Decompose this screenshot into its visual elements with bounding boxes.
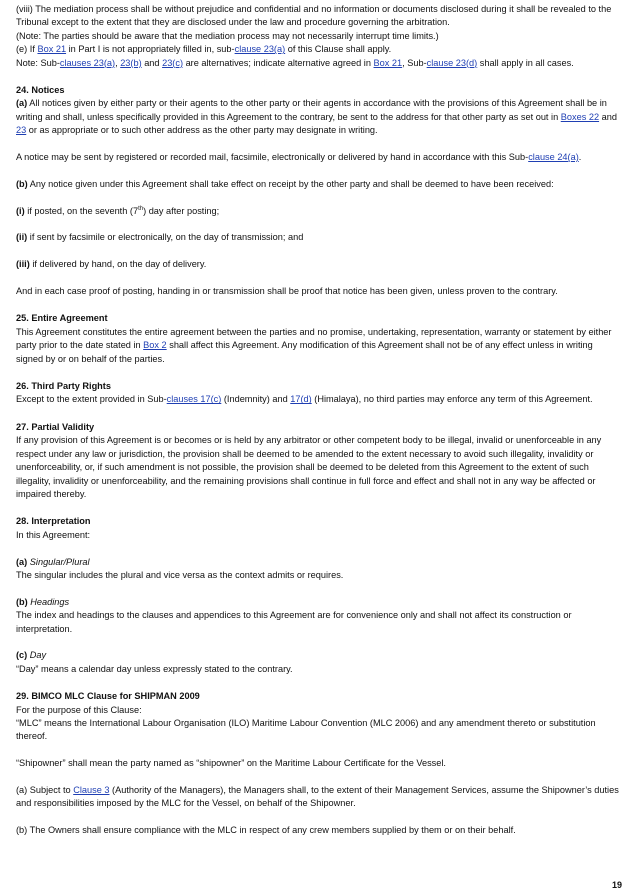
clause24-proof-paragraph: And in each case proof of posting, handing in or transmission shall be proof that notice has been given, unless proven to the contrary. [16, 286, 558, 297]
clause28-heading: 28. Interpretation [16, 516, 91, 527]
box21-link[interactable]: Box 21 [37, 44, 67, 55]
clause28-a-title [16, 556, 620, 569]
clause23-e-paragraph [16, 43, 620, 56]
clause23-viii-text: (viii) The mediation process shall be without prejudice and confidential and no information or documents disclosed during it shall be revealed to the Tribunal except to the extent that they are disclosed under the law and procedure governing the arbitration. [16, 4, 612, 28]
clause23-note-paragraph [16, 30, 620, 43]
item-label: (ii) [16, 232, 28, 243]
clause28-a-text: The singular includes the plural and vice versa as the context admits or requires. [16, 569, 344, 580]
clause29-b-paragraph: (b) The Owners shall ensure compliance with the MLC in respect of any crew members supplied by them or on their behalf. [16, 825, 516, 836]
text-run: A notice may be sent by registered or recorded mail, facsimile, electronically or delivered by hand in accordance with this Sub- [16, 152, 529, 163]
item-label: (a) [16, 556, 28, 567]
text-run: (e) If [16, 44, 38, 55]
clause-23a-link[interactable]: clause 23(a) [234, 44, 286, 55]
clause29-intro: For the purpose of this Clause: [16, 704, 142, 715]
text-run: if sent by facsimile or electronically, on the day of transmission; and [27, 232, 304, 243]
clause28-c-text: “Day” means a calendar day unless expressly stated to the contrary. [16, 663, 293, 674]
clause23-note-text: (Note: The parties should be aware that the mediation process may not necessarily interrupt time limits.) [16, 30, 439, 41]
clauses-23a-link[interactable]: clauses 23(a) [59, 57, 116, 68]
clause28-b-text: The index and headings to the clauses and appendices to this Agreement are for convenience only and shall not affect its construction or interpretation. [16, 610, 572, 634]
document-page [16, 3, 620, 838]
text-run: (a) Subject to [16, 784, 74, 795]
clause26-heading: 26. Third Party Rights [16, 381, 111, 392]
text-run: shall apply in all cases. [477, 57, 574, 68]
superscript: th [138, 205, 144, 212]
text-run: if posted, on the seventh (7 [24, 205, 139, 216]
clause24-heading: 24. Notices [16, 85, 65, 96]
text-run: and [141, 57, 163, 68]
text-run: in Part I is not appropriately filled in, sub- [66, 44, 235, 55]
box2-link[interactable]: Box 2 [143, 340, 167, 351]
clause25-paragraph [16, 326, 620, 366]
clause-23c-link[interactable]: 23(c) [162, 57, 184, 68]
clause-23b-link[interactable]: 23(b) [120, 57, 142, 68]
clause28-c-title [16, 649, 620, 662]
text-run: , Sub- [402, 57, 427, 68]
item-label: (c) [16, 650, 28, 661]
item-title: Headings [30, 596, 70, 607]
item-label: (i) [16, 205, 25, 216]
clause-23d-link[interactable]: clause 23(d) [426, 57, 478, 68]
text-run: Except to the extent provided in Sub- [16, 394, 167, 405]
text-run: are alternatives; indicate alternative agreed in [183, 57, 374, 68]
clause29-shipowner-definition: “Shipowner” shall mean the party named as “shipowner” on the Maritime Labour Certificate for the Vessel. [16, 758, 446, 769]
box21-link[interactable]: Box 21 [373, 57, 403, 68]
item-title: Singular/Plural [29, 556, 90, 567]
text-run: (Himalaya), no third parties may enforce any term of this Agreement. [311, 394, 593, 405]
clause23-viii-paragraph [16, 3, 620, 30]
item-label: (b) [16, 178, 28, 189]
clause29-heading: 29. BIMCO MLC Clause for SHIPMAN 2009 [16, 691, 200, 702]
clause24-ii-paragraph [16, 231, 620, 244]
clause-17d-link[interactable]: 17(d) [290, 394, 312, 405]
item-label: (b) [16, 596, 28, 607]
item-label: (iii) [16, 259, 30, 270]
text-run: of this Clause shall apply. [285, 44, 392, 55]
text-run: Note: Sub- [16, 57, 60, 68]
clause-24a-link[interactable]: clause 24(a) [528, 152, 579, 163]
clause28-intro: In this Agreement: [16, 529, 91, 540]
clause26-paragraph [16, 393, 620, 406]
clause23-note2-paragraph [16, 57, 620, 70]
clause29-a-paragraph [16, 784, 620, 811]
clause25-heading: 25. Entire Agreement [16, 313, 108, 324]
text-run: This Agreement constitutes the entire agreement between the parties and no promise, undertaking, representation, warranty or statement by either party prior to the date stated in [16, 326, 612, 351]
clause-17c-link[interactable]: clauses 17(c) [166, 394, 222, 405]
text-run: (Indemnity) and [221, 394, 291, 405]
text-run: or as appropriate or to such other address as the other party may designate in writing. [26, 125, 378, 136]
text-run: Any notice given under this Agreement shall take effect on receipt by the other party and shall be deemed to have been received: [27, 178, 554, 189]
page-number: 19 [611, 880, 622, 890]
boxes22-link[interactable]: Boxes 22 [560, 111, 600, 122]
item-label: (a) [16, 98, 28, 109]
box23-link[interactable]: 23 [16, 125, 27, 136]
clause27-heading: 27. Partial Validity [16, 421, 95, 432]
clause-3-link[interactable]: Clause 3 [73, 784, 110, 795]
clause24-notice-paragraph [16, 151, 620, 164]
text-run: shall affect this Agreement. Any modification of this Agreement shall not be of any effect unless in writing signed by or on behalf of the parties. [16, 340, 593, 364]
clause29-mlc-definition: “MLC” means the International Labour Organisation (ILO) Maritime Labour Convention (MLC 2006) and any amendment thereto or substitution thereof. [16, 717, 596, 742]
text-run: All notices given by either party or their agents to the other party or their agents in accordance with the provisions of this Agreement shall be in writing and shall, unless specifically provided in this Agreement to the contrary, be sent to the address for that other party as set out in [16, 98, 607, 122]
clause27-paragraph: If any provision of this Agreement is or becomes or is held by any arbitrator or other competent body to be illegal, invalid or unenforceable in any respect under any law or jurisdiction, the provision shall be deemed to be amended to the extent necessary to avoid such illegality, invalidity or unenforceability, or, if such amendment is not possible, the provision shall be deemed to be deleted from this Agreement to the extent of such illegality, invalidity or unenforceability, and the remaining provisions shall continue in full force and effect and shall not in any way be affected or impaired thereby. [16, 435, 602, 499]
clause24-i-paragraph [16, 205, 620, 218]
clause24-a-paragraph [16, 97, 620, 137]
clause28-b-title [16, 596, 620, 609]
text-run: and [599, 111, 617, 122]
text-run: ) day after posting; [143, 205, 220, 216]
text-run: if delivered by hand, on the day of delivery. [29, 259, 207, 270]
clause24-iii-paragraph [16, 258, 620, 271]
clause24-b-paragraph [16, 178, 620, 191]
item-title: Day [29, 650, 47, 661]
text-run: (Authority of the Managers), the Managers shall, to the extent of their Management Services, assume the Shipowner’s duties and responsibilities imposed by the MLC for the Vessel, on behalf of the Shipowner. [16, 784, 619, 809]
text-run: , [115, 57, 121, 68]
text-run: . [578, 152, 582, 163]
